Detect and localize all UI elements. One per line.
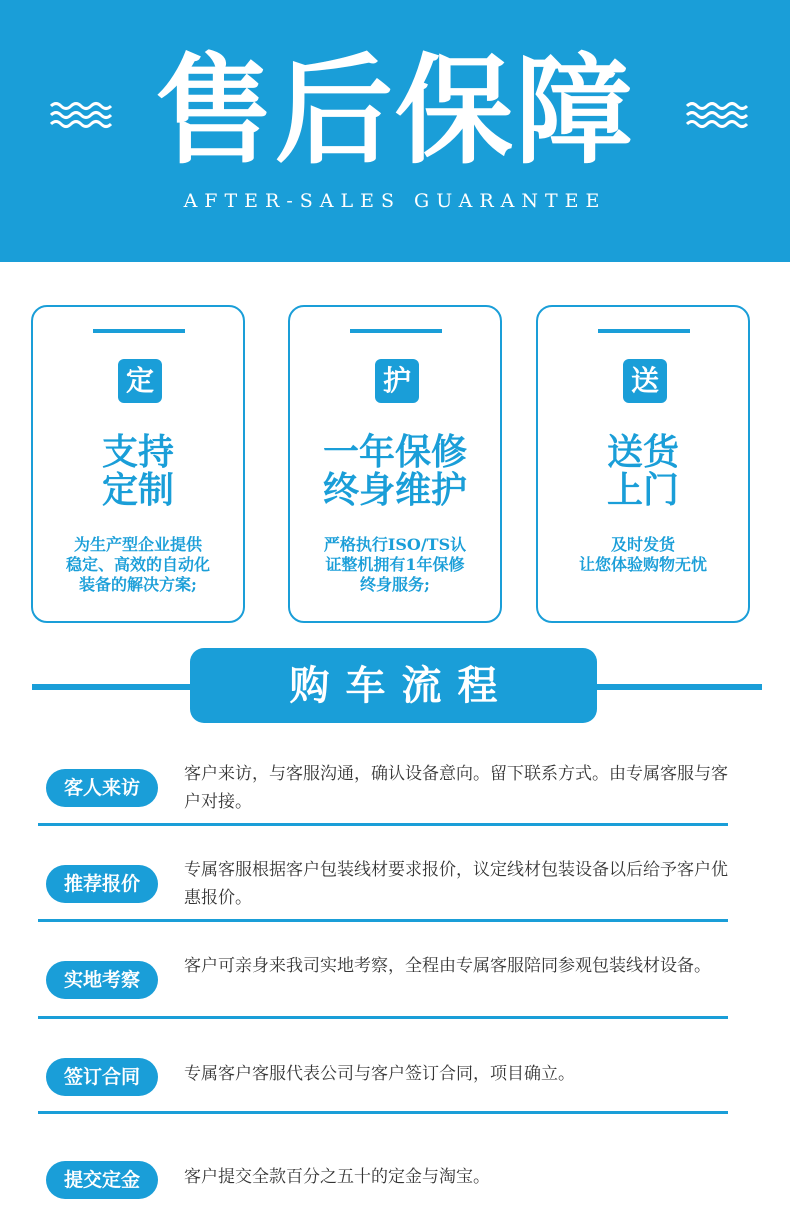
step-divider — [38, 919, 728, 922]
card-desc-line: 严格执行ISO/TS认 — [323, 535, 467, 554]
wave-decoration-icon — [686, 100, 748, 130]
step-tag: 客人来访 — [46, 769, 158, 807]
section-divider-left — [32, 684, 197, 690]
card-desc-line: 装备的解决方案; — [79, 575, 197, 594]
service-card-delivery — [536, 305, 750, 623]
card-description — [548, 535, 738, 575]
card-divider — [93, 329, 185, 333]
card-title-line: 上门 — [606, 469, 679, 511]
card-desc-line: 稳定、高效的自动化 — [65, 555, 210, 574]
card-title-line: 送货 — [606, 431, 679, 473]
step-description: 专属客服根据客户包装线材要求报价，议定线材包装设备以后给予客户优惠报价。 — [184, 860, 728, 908]
step-tag: 提交定金 — [46, 1161, 158, 1199]
step-description: 客户提交全款百分之五十的定金与淘宝。 — [184, 1167, 490, 1187]
card-badge: 护 — [375, 359, 419, 403]
card-title-line: 一年保修 — [322, 431, 467, 473]
step-divider — [38, 1016, 728, 1019]
card-title — [33, 433, 243, 509]
step-tag: 实地考察 — [46, 961, 158, 999]
card-description — [43, 535, 233, 595]
section-divider-right — [590, 684, 762, 690]
step-tag: 推荐报价 — [46, 865, 158, 903]
card-title-line: 定制 — [101, 469, 174, 511]
card-divider — [598, 329, 690, 333]
step-description: 客户可亲身来我司实地考察，全程由专属客服陪同参观包装线材设备。 — [184, 956, 711, 976]
card-title-line: 支持 — [101, 431, 174, 473]
card-title-line: 终身维护 — [322, 469, 467, 511]
card-desc-line: 让您体验购物无忧 — [578, 555, 707, 574]
section-title-purchase-flow: 购车流程 — [190, 648, 597, 723]
step-divider — [38, 823, 728, 826]
card-desc-line: 为生产型企业提供 — [73, 535, 202, 554]
card-badge: 送 — [623, 359, 667, 403]
service-card-customization — [31, 305, 245, 623]
service-card-warranty — [288, 305, 502, 623]
step-description: 专属客户客服代表公司与客户签订合同，项目确立。 — [184, 1064, 575, 1084]
card-title — [538, 433, 748, 509]
page-subtitle: AFTER-SALES GUARANTEE — [183, 190, 607, 212]
step-tag: 签订合同 — [46, 1058, 158, 1096]
card-divider — [350, 329, 442, 333]
header-banner — [0, 0, 790, 262]
card-desc-line: 证整机拥有1年保修 — [325, 555, 465, 574]
page-title: 售后保障 — [154, 41, 635, 180]
card-desc-line: 及时发货 — [610, 535, 675, 554]
card-badge: 定 — [118, 359, 162, 403]
step-divider — [38, 1111, 728, 1114]
card-description — [300, 535, 490, 595]
step-description: 客户来访，与客服沟通，确认设备意向。留下联系方式。由专属客服与客户对接。 — [184, 764, 728, 812]
card-desc-line: 终身服务; — [360, 575, 430, 594]
card-title — [290, 433, 500, 509]
